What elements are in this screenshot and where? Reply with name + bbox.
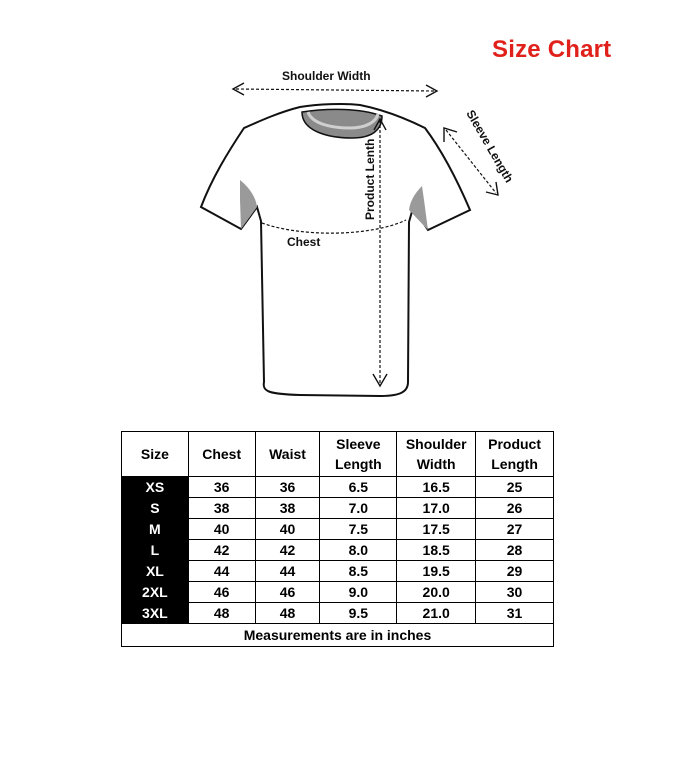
chest-cell: 42 [188,540,255,561]
table-row [122,603,554,624]
shoulder-cell: 19.5 [397,561,476,582]
sleeve-cell: 8.5 [320,561,397,582]
size-cell: M [122,519,189,540]
sleeve-cell: 7.5 [320,519,397,540]
header-product-length: Product Length [476,432,554,477]
table-row [122,477,554,498]
table-row [122,519,554,540]
chest-cell: 40 [188,519,255,540]
chest-label: Chest [287,235,321,249]
shoulder-arrow [236,89,434,91]
product-length-cell: 29 [476,561,554,582]
shoulder-cell: 17.5 [397,519,476,540]
product-length-label: Product Lenth [363,138,377,220]
chest-cell: 44 [188,561,255,582]
header-shoulder-width: Shoulder Width [397,432,476,477]
shoulder-cell: 18.5 [397,540,476,561]
shoulder-cell: 17.0 [397,498,476,519]
waist-cell: 36 [255,477,320,498]
header-size: Size [122,432,189,477]
header-waist: Waist [255,432,320,477]
sleeve-cell: 7.0 [320,498,397,519]
table-row [122,561,554,582]
tshirt-outline [201,104,470,396]
table-row [122,582,554,603]
table-row [122,540,554,561]
waist-cell: 42 [255,540,320,561]
product-length-cell: 31 [476,603,554,624]
header-chest: Chest [188,432,255,477]
page-title: Size Chart [492,36,612,63]
size-cell: 3XL [122,603,189,624]
waist-cell: 46 [255,582,320,603]
product-length-cell: 26 [476,498,554,519]
size-cell: L [122,540,189,561]
sleeve-cell: 9.0 [320,582,397,603]
size-cell: XS [122,477,189,498]
product-length-cell: 30 [476,582,554,603]
waist-cell: 48 [255,603,320,624]
product-length-cell: 28 [476,540,554,561]
sleeve-length-label: Sleeve Length [463,107,517,185]
chest-cell: 48 [188,603,255,624]
shoulder-cell: 16.5 [397,477,476,498]
sleeve-cell: 6.5 [320,477,397,498]
sleeve-cell: 8.0 [320,540,397,561]
sleeve-cell: 9.5 [320,603,397,624]
waist-cell: 40 [255,519,320,540]
chest-cell: 38 [188,498,255,519]
waist-cell: 38 [255,498,320,519]
measurement-note: Measurements are in inches [122,624,554,647]
chest-cell: 46 [188,582,255,603]
waist-cell: 44 [255,561,320,582]
product-length-cell: 27 [476,519,554,540]
product-length-cell: 25 [476,477,554,498]
size-cell: XL [122,561,189,582]
size-cell: S [122,498,189,519]
table-row [122,498,554,519]
size-cell: 2XL [122,582,189,603]
size-table [121,431,554,647]
chest-cell: 36 [188,477,255,498]
header-sleeve-length: Sleeve Length [320,432,397,477]
table-header-row [122,432,554,477]
shoulder-cell: 20.0 [397,582,476,603]
shoulder-width-label: Shoulder Width [282,69,371,83]
shoulder-cell: 21.0 [397,603,476,624]
table-footer-row [122,624,554,647]
